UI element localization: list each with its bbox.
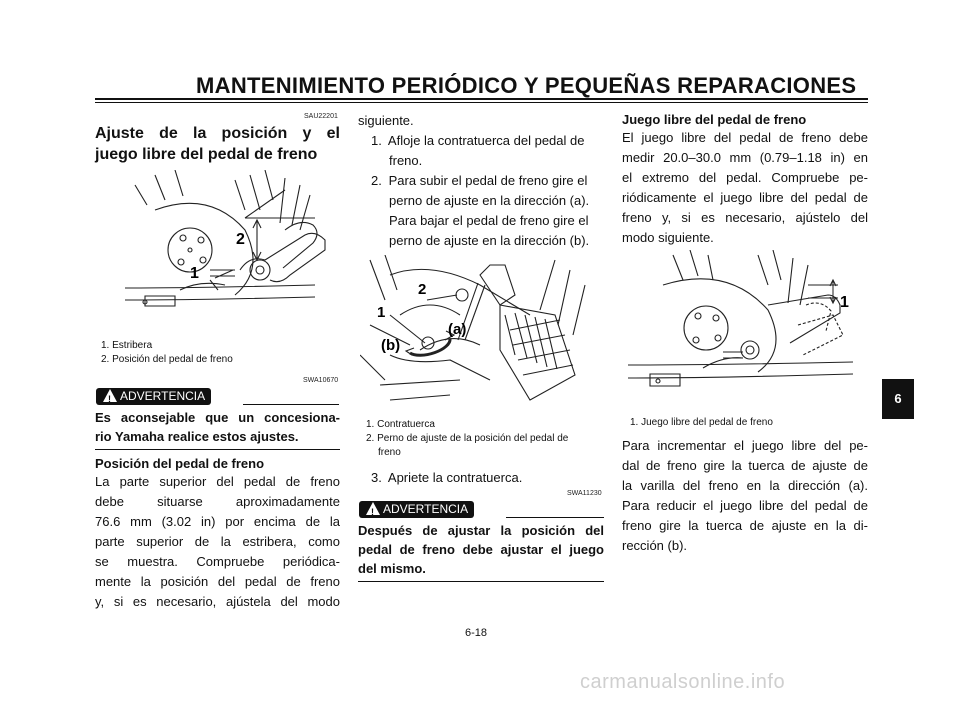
step-1: 1. Afloje la contratuerca del pedal de (371, 133, 585, 148)
warning-text-line-1: Después de ajustar la posición del (358, 523, 604, 538)
figure-label-1: 1 (840, 294, 849, 311)
section-title-line-2: juego libre del pedal de freno (95, 146, 318, 163)
paragraph-line-5: se muestra. Compruebe periódica- (95, 554, 340, 569)
figure-label-1: 1 (190, 265, 199, 282)
warning-rule-bottom (358, 581, 604, 582)
figure-label-a: (a) (448, 321, 467, 338)
paragraph-1-line-4: riódicamente el juego libre del pedal de (622, 190, 868, 205)
paragraph-2-line-2: dal de freno gire la tuerca de ajuste de (622, 458, 868, 473)
figure-label-1: 1 (377, 304, 386, 321)
paragraph-line-7: y, si es necesario, ajústela del modo (95, 594, 340, 609)
step-2-cont-1: perno de ajuste en la dirección (a). (389, 193, 590, 208)
step-1-cont: freno. (389, 153, 423, 168)
watermark: carmanualsonline.info (580, 671, 786, 693)
figure-label-b: (b) (381, 337, 401, 354)
header-rule (95, 98, 868, 100)
warning-text-line-2: rio Yamaha realice estos ajustes. (95, 429, 299, 444)
page-header-title: MANTENIMIENTO PERIÓDICO Y PEQUEÑAS REPARACIONES (196, 73, 857, 98)
paragraph-1-line-2: medir 20.0–30.0 mm (0.79–1.18 in) en (622, 150, 868, 165)
paragraph-2-line-6: rección (b). (622, 538, 688, 553)
figure-label-2: 2 (236, 231, 245, 248)
paragraph-line-6: mente la posición del pedal de freno (95, 574, 340, 589)
paragraph-2-line-3: la varilla del freno en la dirección (a). (622, 478, 868, 493)
warning-text-line-1: Es aconsejable que un concesiona- (95, 410, 340, 425)
page-number: 6-18 (465, 627, 488, 639)
paragraph-line-2: debe situarse aproximadamente (95, 494, 340, 509)
subsection-title: Posición del pedal de freno (95, 456, 265, 471)
brake-pedal-free-play-figure (628, 250, 863, 410)
figure-caption-2: 2. Posición del pedal de freno (101, 354, 233, 365)
warning-rule-top (243, 404, 339, 405)
paragraph-2-line-1: Para incrementar el juego libre del pe- (622, 438, 868, 453)
warning-rule-bottom (95, 449, 340, 450)
intro-text: siguiente. (358, 113, 414, 128)
paragraph-1-line-3: el extremo del pedal. Compruebe pe- (622, 170, 868, 185)
warning-code: SWA11230 (567, 490, 602, 497)
paragraph-1-line-5: freno y, si es necesario, ajústelo del (622, 210, 868, 225)
figure-caption-1: 1. Estribera (101, 340, 153, 351)
paragraph-line-3: 76.6 mm (3.02 in) por encima de la (95, 514, 340, 529)
paragraph-line-4: parte superior de la estribera, como (95, 534, 340, 549)
figure-caption-2-cont: freno (378, 447, 401, 458)
section-title-line-1: Ajuste de la posición y el (95, 125, 340, 142)
paragraph-line-1: La parte superior del pedal de freno (95, 474, 340, 489)
header-rule-thin (95, 102, 868, 103)
chapter-tab: 6 (882, 379, 914, 419)
adjusting-bolt-figure (360, 255, 605, 413)
warning-rule-top (506, 517, 604, 518)
step-3: 3. Apriete la contratuerca. (371, 470, 523, 485)
warning-badge: ! ADVERTENCIA (359, 501, 474, 518)
section-code: SAU22201 (304, 113, 338, 120)
figure-caption-2: 2. Perno de ajuste de la posición del pedal de (366, 433, 569, 444)
step-2-cont-3: perno de ajuste en la dirección (b). (389, 233, 590, 248)
figure-label-2: 2 (418, 281, 427, 298)
paragraph-2-line-4: Para reducir el juego libre del pedal de (622, 498, 868, 513)
subsection-title: Juego libre del pedal de freno (622, 112, 807, 127)
paragraph-1-line-6: modo siguiente. (622, 230, 714, 245)
warning-label: ADVERTENCIA (120, 389, 206, 403)
warning-label: ADVERTENCIA (383, 502, 469, 516)
warning-code: SWA10670 (303, 377, 339, 384)
paragraph-2-line-5: freno gire la tuerca de ajuste en la di- (622, 518, 868, 533)
warning-text-line-3: del mismo. (358, 561, 426, 576)
step-2-cont-2: Para bajar el pedal de freno gire el (389, 213, 589, 228)
step-2: 2. Para subir el pedal de freno gire el (371, 173, 588, 188)
warning-text-line-2: pedal de freno debe ajustar el juego (358, 542, 604, 557)
warning-badge: ! ADVERTENCIA (96, 388, 211, 405)
paragraph-1-line-1: El juego libre del pedal de freno debe (622, 130, 868, 145)
footrest-brake-pedal-figure (115, 170, 330, 330)
figure-caption: 1. Juego libre del pedal de freno (630, 417, 773, 428)
figure-caption-1: 1. Contratuerca (366, 419, 435, 430)
